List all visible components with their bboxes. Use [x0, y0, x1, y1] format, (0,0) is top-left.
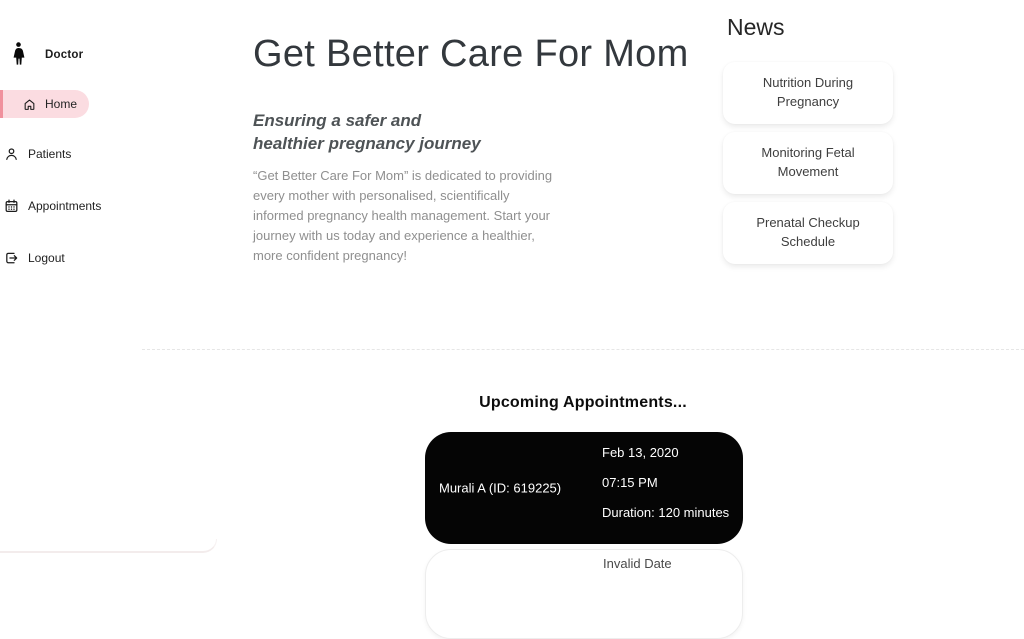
news-card-nutrition[interactable] — [723, 62, 893, 124]
news-card-fetal-movement[interactable] — [723, 132, 893, 194]
appointment-card[interactable] — [425, 432, 743, 544]
sidebar — [0, 0, 213, 553]
appointment-card[interactable] — [425, 549, 743, 639]
appointment-details — [602, 446, 729, 519]
hero-description: “Get Better Care For Mom” is dedicated to providing every mother with personalised, scientifically informed pregnancy health management. Start your journey with us today and experience a healthier, more confident pregnancy! — [253, 168, 553, 263]
sidebar-item-label: Logout — [28, 251, 65, 265]
appointment-duration: Duration: 120 minutes — [602, 505, 730, 520]
sidebar-item-home[interactable] — [0, 90, 89, 118]
sidebar-item-logout[interactable] — [4, 249, 65, 267]
sidebar-bottom-edge — [0, 539, 217, 553]
sidebar-item-patients[interactable] — [4, 145, 71, 163]
appointment-time: 07:15 PM — [602, 475, 658, 490]
news-card-prenatal-checkup[interactable] — [723, 202, 893, 264]
news-card-label: Prenatal Checkup Schedule — [756, 215, 860, 249]
page-title: Get Better Care For Mom — [253, 33, 689, 75]
doctor-avatar-icon — [12, 42, 25, 66]
hero-subtitle: Ensuring a safer and healthier pregnancy journey — [253, 111, 481, 153]
sidebar-item-label: Appointments — [28, 199, 102, 213]
appointment-date: Feb 13, 2020 — [602, 445, 679, 460]
appointment-details — [603, 557, 672, 570]
doctor-profile — [12, 42, 84, 66]
sidebar-item-label: Patients — [28, 147, 72, 161]
appointment-patient-name: Murali A (ID: 619225) — [439, 480, 562, 496]
news-card-label: Nutrition During Pregnancy — [762, 75, 854, 109]
appointments-calendar-icon — [4, 198, 19, 214]
sidebar-item-appointments[interactable] — [4, 197, 101, 215]
sidebar-item-label: Home — [45, 97, 78, 111]
home-icon — [23, 98, 36, 111]
upcoming-appointments-heading: Upcoming Appointments... — [479, 394, 687, 411]
doctor-profile-label: Doctor — [45, 49, 84, 61]
patients-icon — [4, 146, 19, 162]
news-card-label: Monitoring Fetal Movement — [761, 145, 855, 179]
logout-icon — [4, 250, 19, 266]
news-section-title: News — [727, 14, 785, 40]
appointment-date: Invalid Date — [603, 556, 672, 571]
section-divider — [142, 349, 1024, 350]
